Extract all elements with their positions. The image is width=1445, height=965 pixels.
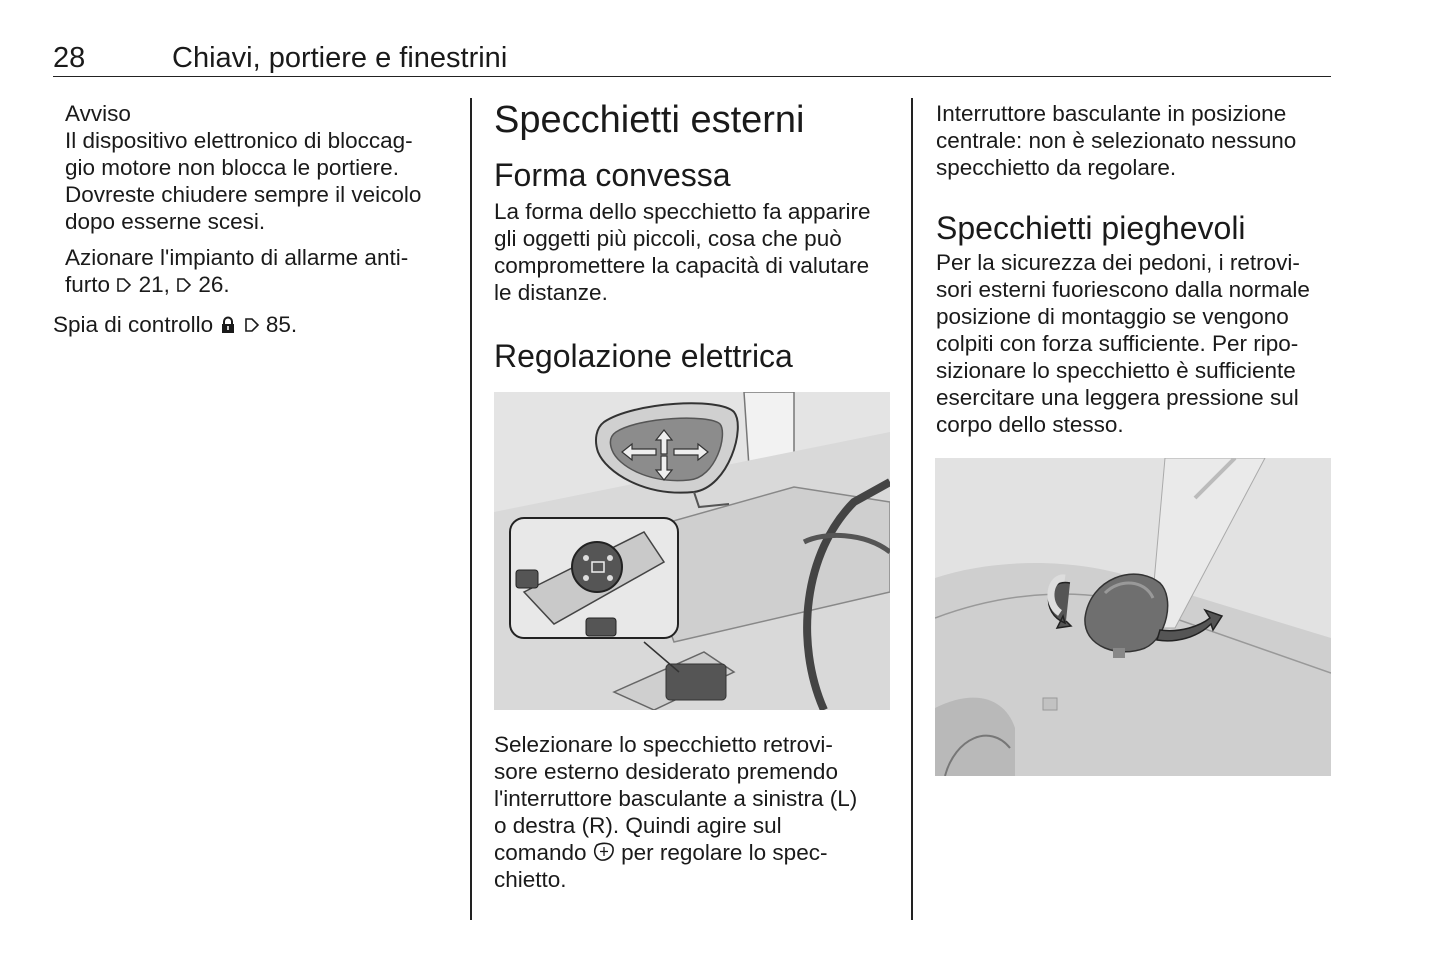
paragraph-line: esercitare una leggera pressione sul [936, 385, 1299, 410]
page-number: 28 [53, 42, 86, 74]
alarm-line: Azionare l'impianto di allarme anti- [65, 245, 409, 270]
arrow-reference-icon [116, 276, 132, 294]
mirror-adjust-icon [593, 841, 615, 863]
subsection-title-electric: Regolazione elettrica [494, 338, 793, 374]
paragraph-segment: o destra [494, 813, 576, 838]
left-column [53, 100, 458, 338]
paragraph-line: centrale: non è selezionato nessuno [936, 128, 1297, 153]
paragraph-line: Selezionare lo specchietto retrovi- [494, 732, 833, 757]
notice-line: Il dispositivo elettronico di bloccag- [65, 128, 413, 153]
paragraph-line: posizione di montaggio se vengono [936, 304, 1289, 329]
chapter-title: Chiavi, portiere e finestrini [172, 42, 508, 74]
control-light-label: Spia di controllo [53, 312, 214, 337]
notice-line: gio motore non blocca le portiere. [65, 155, 399, 180]
notice-line: dopo esserne scesi. [65, 209, 266, 234]
column-divider-left [470, 98, 472, 920]
column-divider-right [911, 98, 913, 920]
right-column [936, 100, 1336, 438]
paragraph-segment: comando [494, 840, 587, 865]
paragraph-line: gli oggetti più piccoli, cosa che può [494, 226, 842, 251]
paragraph-line: La forma dello specchietto fa apparire [494, 199, 871, 224]
middle-column [494, 98, 894, 375]
folding-paragraph [936, 249, 1336, 438]
subsection-title-folding: Specchietti pieghevoli [936, 210, 1246, 246]
electric-adjust-paragraph [494, 731, 894, 893]
arrow-reference-icon [244, 316, 260, 334]
paragraph-line-4 [494, 812, 894, 839]
alarm-line-start: furto [65, 272, 111, 297]
notice-title: Avviso [65, 101, 131, 126]
key-right-label: (R) [581, 813, 613, 838]
paragraph-line: sori esterni fuoriescono dalla normale [936, 277, 1310, 302]
paragraph-line: sizionare lo specchietto è sufficiente [936, 358, 1296, 383]
paragraph-line: le distanze. [494, 280, 608, 305]
alarm-line-2 [65, 271, 458, 298]
electric-mirror-illustration [494, 392, 890, 710]
paragraph-line: Per la sicurezza dei pedoni, i retrovi- [936, 250, 1300, 275]
notice-box [53, 100, 458, 298]
page-ref-21[interactable]: 21, [138, 272, 170, 297]
padlock-warning-icon [219, 316, 237, 334]
paragraph-segment: . Quindi agire sul [612, 813, 782, 838]
page-ref-26[interactable]: 26. [198, 272, 230, 297]
page-ref-85[interactable]: 85. [265, 312, 298, 337]
paragraph-line: sore esterno desiderato premendo [494, 759, 838, 784]
page-header [53, 40, 1331, 77]
notice-text [65, 127, 458, 235]
paragraph-segment: l'interruttore basculante a sinistra [494, 786, 824, 811]
paragraph-line: corpo dello stesso. [936, 412, 1124, 437]
control-light-text [53, 311, 458, 338]
center-position-paragraph [936, 100, 1336, 181]
paragraph-line: Interruttore basculante in posizione [936, 101, 1287, 126]
paragraph-line: compromettere la capacità di valutare [494, 253, 870, 278]
paragraph-line: chietto. [494, 867, 567, 892]
arrow-reference-icon [176, 276, 192, 294]
subsection-title-convex: Forma convessa [494, 157, 731, 193]
section-title: Specchietti esterni [494, 99, 805, 141]
folding-mirror-illustration [935, 458, 1331, 776]
paragraph-line: colpiti con forza sufficiente. Per ripo- [936, 331, 1299, 356]
alarm-text [65, 244, 458, 298]
convex-paragraph [494, 198, 894, 306]
paragraph-line-3 [494, 785, 894, 812]
notice-line: Dovreste chiudere sempre il veicolo [65, 182, 422, 207]
paragraph-segment: per regolare lo spec- [621, 840, 828, 865]
key-left-label: (L) [829, 786, 858, 811]
paragraph-line: specchietto da regolare. [936, 155, 1177, 180]
paragraph-line-5 [494, 839, 894, 866]
